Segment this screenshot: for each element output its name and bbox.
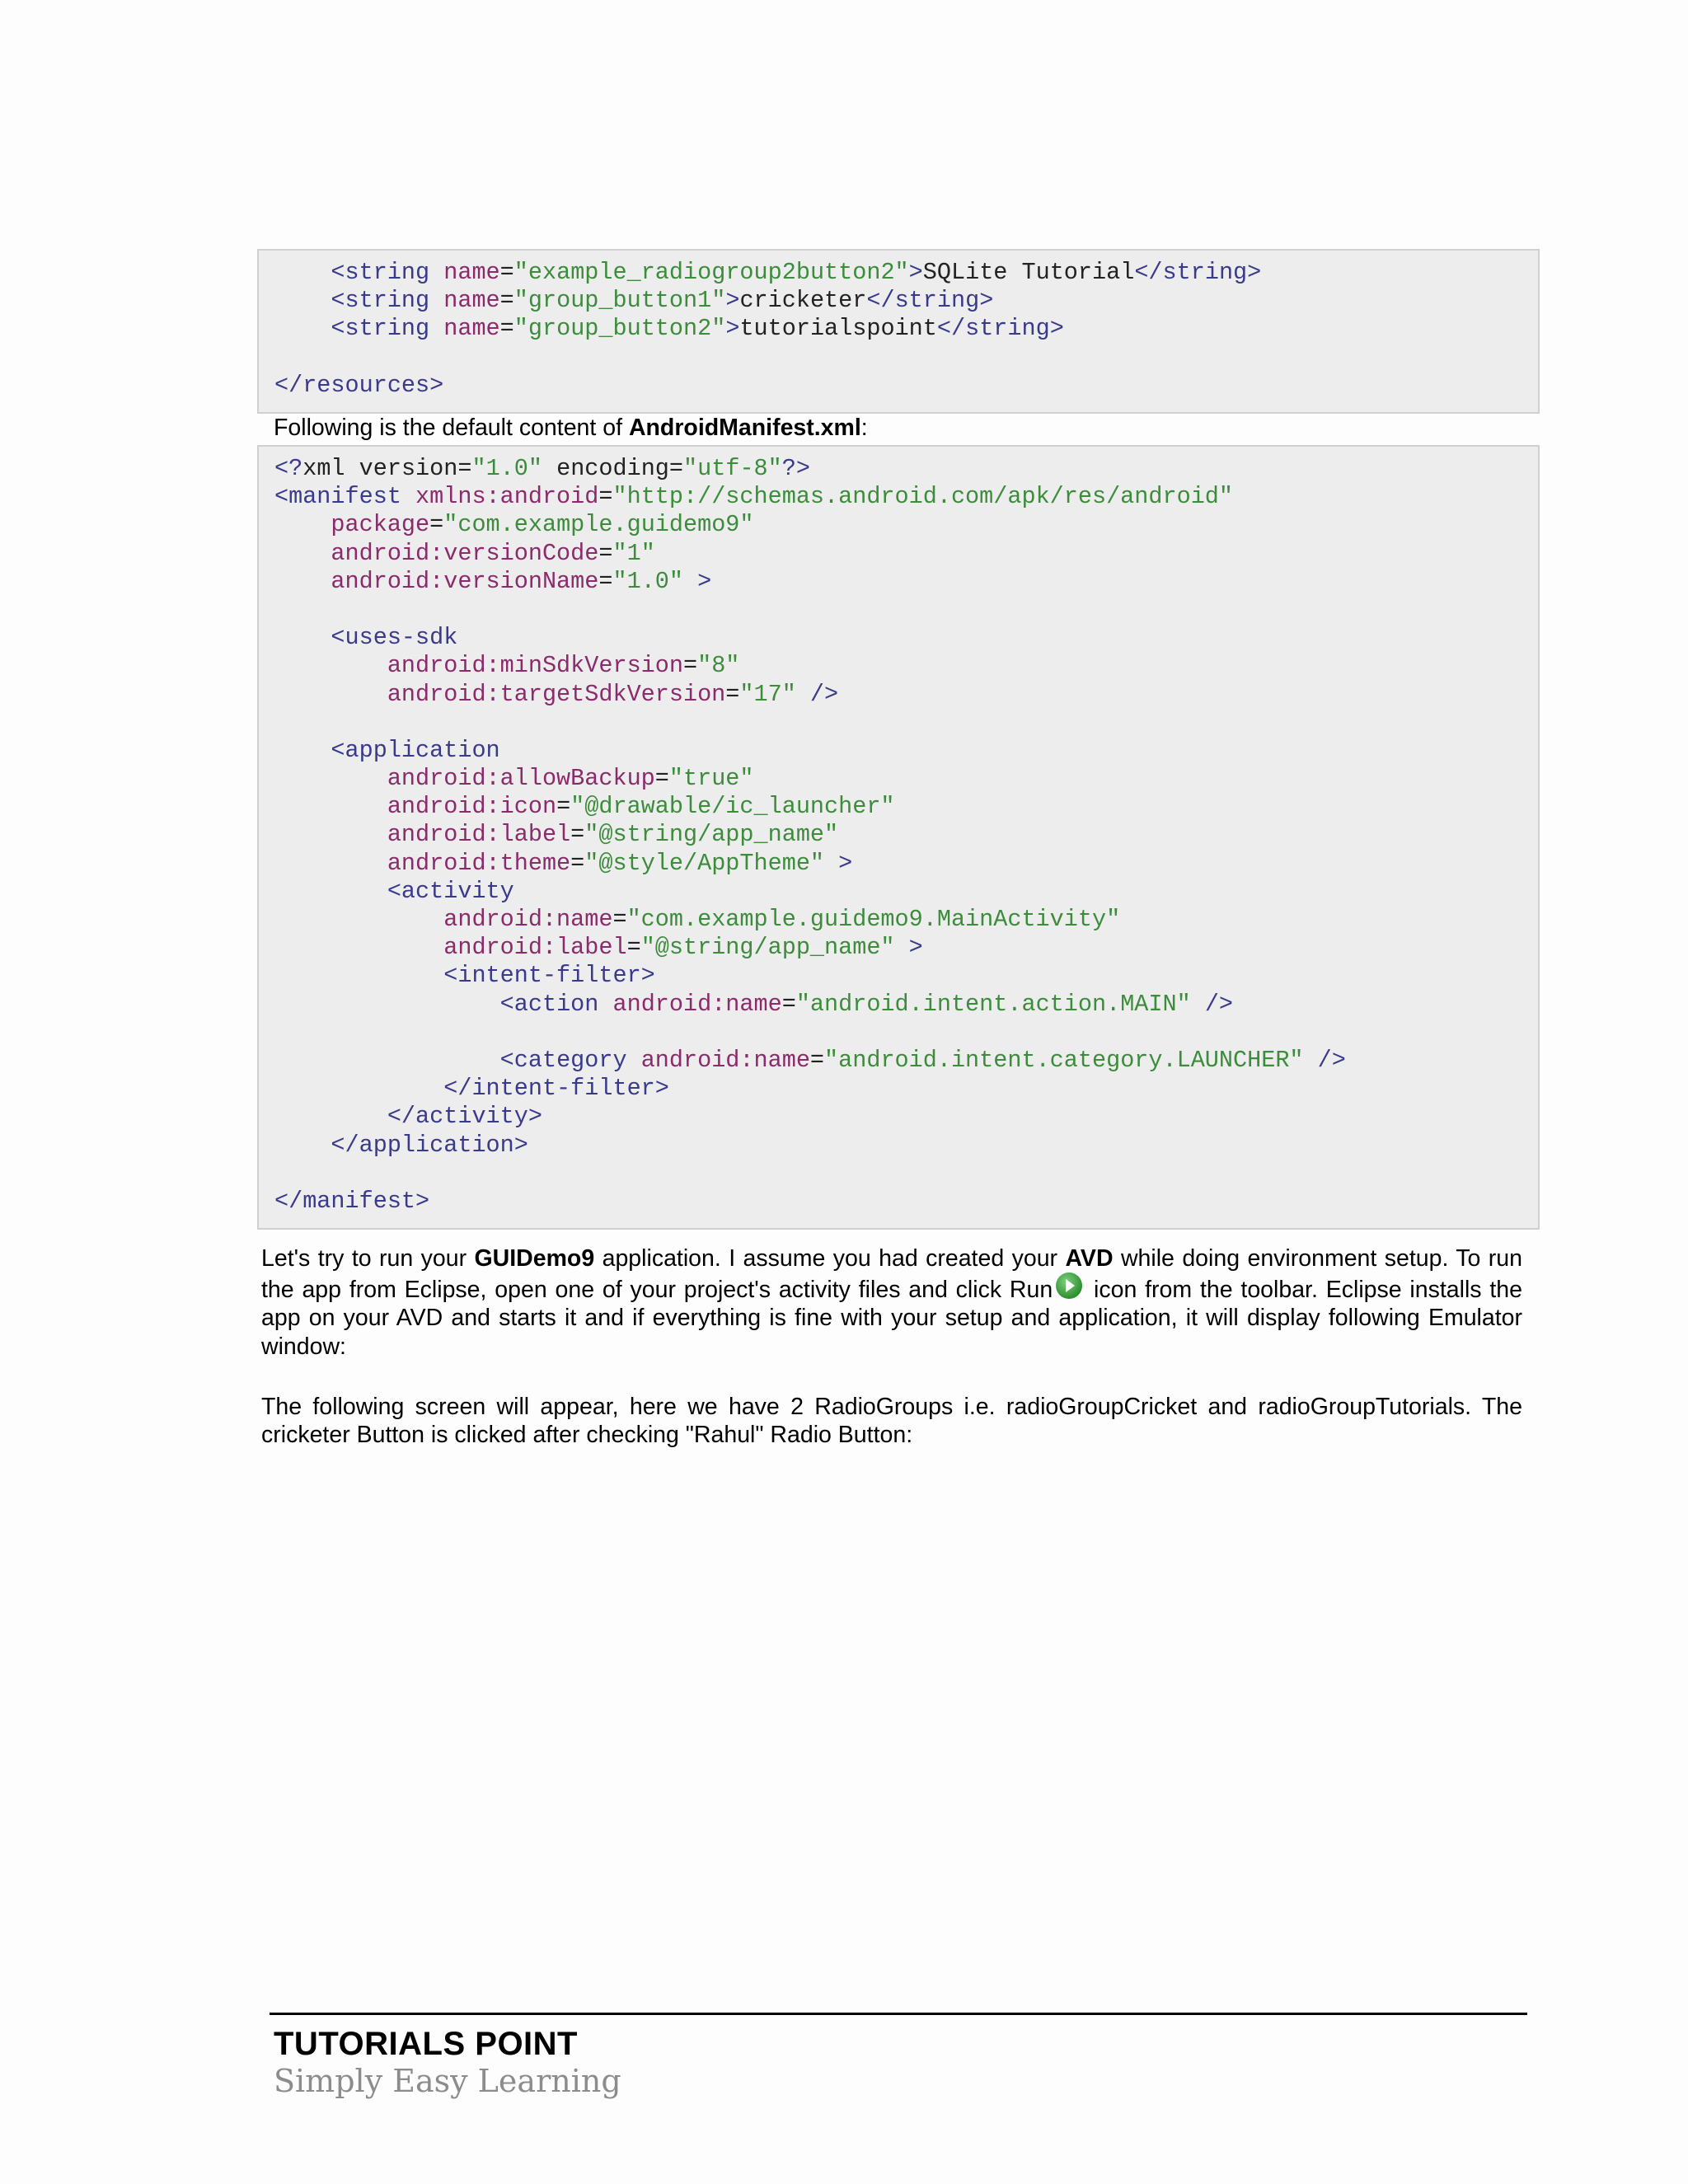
- code-token: =: [725, 680, 740, 708]
- code-line: [274, 455, 1538, 483]
- code-token: android:name: [274, 906, 613, 933]
- code-token: =: [781, 990, 796, 1018]
- code-token: =: [570, 821, 585, 849]
- code-token: <activity: [387, 877, 514, 905]
- code-line: [274, 962, 1538, 990]
- code-token: android:allowBackup: [274, 765, 655, 793]
- code-token: "true": [668, 765, 754, 793]
- code-token: =: [556, 793, 571, 821]
- code-token: encoding: [542, 455, 669, 482]
- code-token: name: [443, 315, 500, 343]
- code-token: <string: [331, 287, 444, 315]
- code-line: [274, 372, 1538, 400]
- code-token: ?>: [781, 455, 810, 482]
- code-line: [274, 1188, 1538, 1216]
- code-token: <intent-filter>: [443, 962, 655, 990]
- code-line: [274, 709, 1538, 737]
- footer-divider: [270, 2013, 1527, 2015]
- code-token: "com.example.guidemo9.MainActivity": [626, 906, 1121, 933]
- run-icon: [1056, 1272, 1082, 1299]
- code-token: <uses-sdk: [331, 624, 458, 652]
- code-line: [274, 681, 1538, 709]
- code-line: [274, 1132, 1538, 1160]
- code-token: package: [274, 511, 430, 539]
- code-token: "1": [612, 539, 655, 567]
- code-token: />: [795, 680, 839, 708]
- intro-suffix: :: [860, 415, 868, 441]
- code-token: <?: [274, 455, 303, 482]
- code-line: [274, 1075, 1538, 1103]
- para1-text-4: icon from the toolbar. Eclipse installs the app on your AVD and starts it and if everything is fine with your setup and application, it will display following Emulator window:: [261, 1277, 1522, 1360]
- code-token: =: [682, 652, 698, 680]
- code-token: />: [1303, 1046, 1346, 1074]
- code-token: "17": [739, 680, 796, 708]
- code-token: =: [598, 567, 613, 595]
- code-token: [274, 259, 331, 286]
- code-line: [274, 652, 1538, 680]
- manifest-filename: AndroidManifest.xml: [628, 415, 861, 441]
- code-token: "1.0": [612, 567, 683, 595]
- code-token: =: [654, 765, 669, 793]
- code-line: [274, 1103, 1538, 1131]
- code-line: [274, 934, 1538, 962]
- code-token: SQLite Tutorial: [922, 259, 1135, 286]
- code-token: "group_button2": [513, 315, 726, 343]
- code-token: =: [809, 1046, 825, 1074]
- code-token: =: [570, 849, 585, 877]
- code-token: =: [499, 287, 514, 315]
- code-token: />: [1190, 990, 1234, 1018]
- code-block-strings-xml: [257, 249, 1540, 414]
- para1-text-1: Let's try to run your: [261, 1245, 475, 1272]
- code-line: [274, 540, 1538, 568]
- code-token: name: [443, 259, 500, 286]
- code-token: "http://schemas.android.com/apk/res/android": [612, 483, 1234, 511]
- app-name-bold: GUIDemo9: [474, 1245, 595, 1272]
- code-token: [274, 315, 331, 342]
- code-line: [274, 850, 1538, 878]
- code-token: android:name: [640, 1046, 810, 1074]
- code-line: [274, 765, 1538, 793]
- code-token: =: [457, 455, 472, 482]
- code-token: >: [683, 567, 712, 595]
- code-token: [274, 1047, 500, 1074]
- code-token: [274, 624, 331, 651]
- code-token: <action: [499, 990, 613, 1018]
- code-token: [274, 1075, 443, 1102]
- code-line: [274, 737, 1538, 765]
- code-token: =: [598, 539, 613, 567]
- code-token: [274, 737, 331, 764]
- code-token: >: [725, 315, 740, 343]
- code-line: [274, 878, 1538, 906]
- code-token: <application: [331, 736, 500, 764]
- code-token: </resources>: [274, 371, 444, 399]
- code-token: <string: [331, 259, 444, 286]
- code-token: =: [499, 259, 514, 286]
- code-token: <string: [331, 315, 444, 343]
- run-instructions-paragraph: [261, 1244, 1522, 1361]
- code-token: </activity>: [387, 1103, 542, 1131]
- code-token: "utf-8": [683, 455, 782, 482]
- code-token: android:icon: [274, 793, 557, 821]
- code-token: [274, 287, 331, 314]
- code-line: [274, 344, 1538, 372]
- code-token: "@string/app_name": [584, 821, 839, 849]
- code-line: [274, 568, 1538, 596]
- code-token: "android.intent.category.LAUNCHER": [824, 1046, 1304, 1074]
- code-line: [274, 596, 1538, 624]
- code-token: xml version: [302, 455, 458, 482]
- code-token: </string>: [866, 287, 994, 315]
- code-token: [274, 1132, 331, 1159]
- code-line: [274, 259, 1538, 287]
- code-line: [274, 287, 1538, 315]
- code-token: android:versionName: [274, 567, 599, 595]
- code-token: [274, 1103, 387, 1130]
- code-token: >: [725, 287, 740, 315]
- code-token: "example_radiogroup2button2": [513, 259, 909, 286]
- code-line: [274, 483, 1538, 511]
- code-token: =: [429, 511, 444, 539]
- code-token: </string>: [936, 315, 1064, 343]
- code-token: [274, 962, 443, 989]
- code-token: [274, 991, 500, 1018]
- code-token: name: [443, 287, 500, 315]
- code-token: "8": [697, 652, 740, 680]
- code-token: xmlns:android: [415, 483, 599, 511]
- screen-description-paragraph: The following screen will appear, here we have 2 RadioGroups i.e. radioGroupCricket and radioGroupTutorials. The cricketer Button is clicked after checking "Rahul" Radio Button:: [261, 1394, 1522, 1449]
- code-line: [274, 624, 1538, 652]
- code-token: "android.intent.action.MAIN": [795, 990, 1191, 1018]
- code-line: [274, 1047, 1538, 1075]
- code-line: [274, 793, 1538, 821]
- code-token: >: [908, 259, 923, 286]
- code-line: [274, 821, 1538, 849]
- code-line: [274, 991, 1538, 1019]
- para1-text-3: while doing environment setup. To run the app from Eclipse, open one of your project's activity files and click Run: [261, 1245, 1522, 1304]
- code-block-android-manifest: [257, 445, 1540, 1230]
- code-token: "com.example.guidemo9": [443, 511, 754, 539]
- code-token: tutorialspoint: [739, 315, 937, 343]
- code-token: </intent-filter>: [443, 1075, 669, 1103]
- code-token: [274, 878, 387, 905]
- code-token: android:label: [274, 934, 627, 962]
- code-token: </string>: [1134, 259, 1262, 286]
- code-token: "@string/app_name": [640, 934, 895, 962]
- code-token: </manifest>: [274, 1187, 430, 1215]
- code-token: </application>: [331, 1131, 528, 1159]
- code-token: =: [626, 934, 641, 962]
- code-token: android:theme: [274, 849, 571, 877]
- code-line: [274, 1019, 1538, 1047]
- code-token: "1.0": [471, 455, 542, 482]
- code-token: android:versionCode: [274, 539, 599, 567]
- code-token: "group_button1": [513, 287, 726, 315]
- code-token: "@drawable/ic_launcher": [570, 793, 895, 821]
- code-token: >: [824, 849, 853, 877]
- footer-title: TUTORIALS POINT: [274, 2026, 578, 2062]
- code-token: android:name: [612, 990, 782, 1018]
- code-token: =: [598, 483, 613, 511]
- code-token: =: [668, 455, 684, 482]
- manifest-intro: [274, 414, 1535, 442]
- avd-bold: AVD: [1065, 1245, 1114, 1272]
- footer-tagline: Simply Easy Learning: [274, 2063, 621, 2099]
- code-token: android:label: [274, 821, 571, 849]
- intro-text: Following is the default content of: [274, 415, 629, 441]
- code-line: [274, 906, 1538, 934]
- code-token: <manifest: [274, 483, 416, 511]
- code-token: =: [612, 906, 627, 933]
- code-token: android:targetSdkVersion: [274, 680, 726, 708]
- code-token: >: [894, 934, 923, 962]
- code-line: [274, 315, 1538, 343]
- code-token: =: [499, 315, 514, 343]
- code-line: [274, 1160, 1538, 1188]
- code-token: cricketer: [739, 287, 867, 315]
- code-token: android:minSdkVersion: [274, 652, 683, 680]
- code-token: "@style/AppTheme": [584, 849, 825, 877]
- code-line: [274, 511, 1538, 539]
- para1-text-2: application. I assume you had created your: [594, 1245, 1066, 1272]
- code-token: <category: [499, 1046, 641, 1074]
